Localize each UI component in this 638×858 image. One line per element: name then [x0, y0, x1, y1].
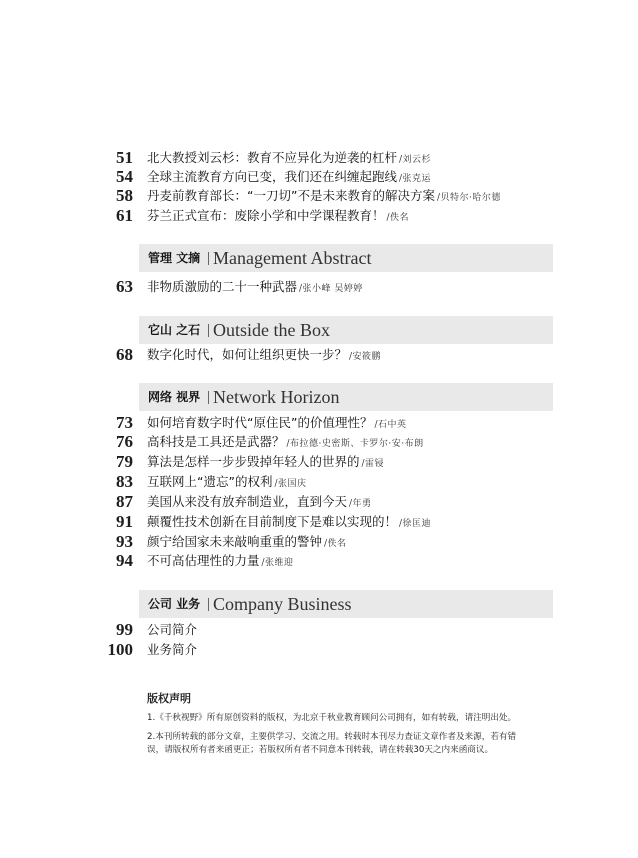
toc-entry[interactable] [0, 148, 638, 168]
article-title: 互联网上“遗忘”的权利 /张国庆 [147, 474, 307, 489]
article-title: 颠覆性技术创新在目前制度下是难以实现的！ /徐匡迪 [147, 514, 432, 529]
page-number: 58 [116, 186, 133, 205]
page-number: 99 [116, 620, 133, 639]
section-label-en: Company Business [213, 594, 352, 614]
page-number: 100 [107, 640, 133, 659]
author-name: /张小峰 吴婷婷 [299, 284, 363, 294]
article-title: 芬兰正式宣布：废除小学和中学课程教育！ /佚名 [147, 208, 410, 223]
section-divider [208, 252, 209, 265]
article-title: 美国从来没有放弃制造业，直到今天 /年勇 [147, 494, 372, 509]
author-name: /安筱鹏 [349, 352, 382, 362]
section-label-cn: 公司 业务 [148, 597, 201, 611]
author-name: /张国庆 [274, 479, 307, 489]
section-label-en: Outside the Box [213, 320, 330, 340]
toc-entry[interactable] [0, 413, 638, 433]
page-number: 91 [116, 512, 133, 531]
section-divider [208, 598, 209, 611]
page-number: 94 [116, 551, 133, 570]
copyright-notice [147, 692, 527, 757]
author-name: /刘云杉 [399, 155, 432, 165]
section-header-company-business [139, 590, 553, 618]
article-title: 北大教授刘云杉：教育不应异化为逆袭的杠杆 /刘云杉 [147, 150, 432, 165]
article-title: 不可高估理性的力量 /张维迎 [147, 553, 294, 568]
page-number: 73 [116, 413, 133, 432]
toc-entry[interactable] [0, 640, 638, 660]
toc-entry[interactable] [0, 452, 638, 472]
page-number: 93 [116, 532, 133, 551]
author-name: /雷锓 [361, 459, 385, 469]
author-name: /石中英 [374, 420, 407, 430]
section-header-outside-the-box [139, 316, 553, 344]
article-title: 业务简介 [147, 642, 198, 657]
toc-entry[interactable] [0, 277, 638, 297]
page-number: 79 [116, 452, 133, 471]
author-name: /徐匡迪 [399, 519, 432, 529]
section-label-en: Network Horizon [213, 387, 340, 407]
section-header-network-horizon [139, 383, 553, 411]
page-number: 51 [116, 148, 133, 167]
author-name: /张克运 [399, 174, 432, 184]
toc-entry[interactable] [0, 167, 638, 187]
page-number: 54 [116, 167, 133, 186]
section-divider [208, 391, 209, 404]
section-header-management-abstract [139, 244, 553, 272]
page-number: 83 [116, 472, 133, 491]
article-title: 颜宁给国家未来敲响重重的警钟 /佚名 [147, 534, 347, 549]
page-number: 61 [116, 206, 133, 225]
article-title: 算法是怎样一步步毁掉年轻人的世界的 /雷锓 [147, 454, 385, 469]
copyright-heading: 版权声明 [147, 692, 191, 705]
article-title: 非物质激励的二十一种武器 /张小峰 吴婷婷 [147, 279, 363, 294]
author-name: /佚名 [386, 213, 410, 223]
section-label-cn: 它山 之石 [148, 323, 201, 337]
author-name: /贝特尔·哈尔德 [436, 193, 501, 203]
author-name: /佚名 [324, 539, 347, 549]
copyright-item-1: 1.《千秋视野》所有原创资料的版权，为北京千秋业教育顾问公司拥有，如有转载，请注明出处。 [147, 713, 517, 723]
page-number: 87 [116, 492, 133, 511]
article-title: 如何培育数字时代“原住民”的价值理性？ /石中英 [147, 415, 407, 430]
toc-entry[interactable] [0, 206, 638, 226]
page-number: 68 [116, 345, 133, 364]
page-number: 63 [116, 277, 133, 296]
toc-entry[interactable] [0, 551, 638, 571]
toc-entry[interactable] [0, 532, 638, 552]
toc-entry[interactable] [0, 492, 638, 512]
article-title: 高科技是工具还是武器？ /布拉德·史密斯、卡罗尔·安·布朗 [147, 434, 424, 449]
article-title: 丹麦前教育部长：“一刀切”不是未来教育的解决方案 /贝特尔·哈尔德 [147, 188, 501, 203]
page-number: 76 [116, 432, 133, 451]
section-label-en: Management Abstract [213, 248, 372, 268]
toc-entry[interactable] [0, 620, 638, 640]
section-label-cn: 网络 视界 [148, 390, 201, 404]
toc-entry[interactable] [0, 186, 638, 206]
article-title: 全球主流教育方向已变，我们还在纠缠起跑线 /张克运 [147, 169, 432, 184]
article-title: 数字化时代，如何让组织更快一步？ /安筱鹏 [147, 347, 382, 362]
section-divider [208, 324, 209, 337]
toc-entry[interactable] [0, 512, 638, 532]
article-title: 公司简介 [147, 622, 198, 637]
copyright-item-2: 2.本刊所转载的部分文章，主要供学习、交流之用。转载时本刊尽力查证文章作者及来源，若有错误，请版权所有者来函更正；若版权所有者不同意本刊转载，请在转载30天之内来函商议。 [147, 732, 517, 755]
author-name: /布拉德·史密斯、卡罗尔·安·布朗 [286, 439, 424, 449]
toc-entry[interactable] [0, 345, 638, 365]
toc-entry[interactable] [0, 432, 638, 452]
section-label-cn: 管理 文摘 [148, 251, 201, 265]
author-name: /年勇 [349, 499, 372, 509]
author-name: /张维迎 [261, 558, 294, 568]
toc-entry[interactable] [0, 472, 638, 492]
